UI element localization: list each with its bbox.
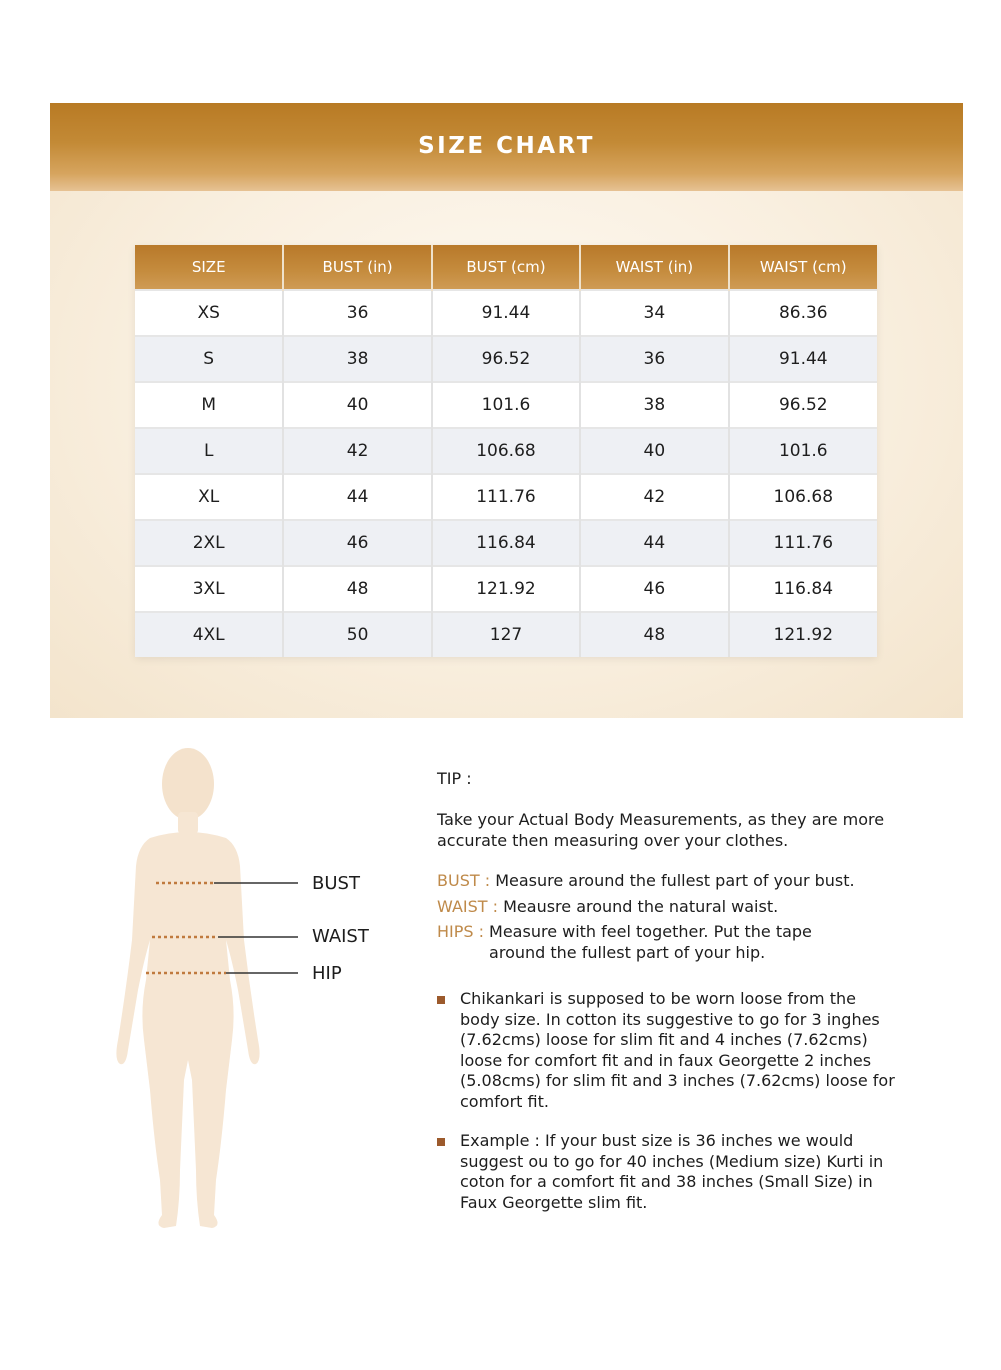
size-table: [135, 245, 877, 657]
tip-heading: TIP :: [437, 769, 472, 788]
cell-bust-cm: 96.52: [432, 336, 580, 382]
cell-waist-cm: 91.44: [729, 336, 877, 382]
bust-label: BUST: [312, 873, 360, 894]
cell-waist-in: 36: [580, 336, 728, 382]
header-waist-in: WAIST (in): [580, 245, 728, 290]
table-row: [135, 566, 877, 612]
woman-silhouette-icon: [116, 748, 259, 1228]
table-row: [135, 290, 877, 336]
cell-waist-cm: 121.92: [729, 612, 877, 657]
body-silhouette-figure: [110, 745, 310, 1240]
bust-tip-text: Measure around the fullest part of your bust.: [495, 871, 855, 890]
cell-waist-in: 44: [580, 520, 728, 566]
cell-bust-in: 38: [283, 336, 431, 382]
cell-bust-cm: 101.6: [432, 382, 580, 428]
cell-waist-cm: 101.6: [729, 428, 877, 474]
cell-bust-in: 46: [283, 520, 431, 566]
cell-bust-cm: 127: [432, 612, 580, 657]
waist-label: WAIST: [312, 926, 369, 947]
cell-bust-cm: 121.92: [432, 566, 580, 612]
cell-waist-cm: 111.76: [729, 520, 877, 566]
table-row: [135, 474, 877, 520]
cell-size: XS: [135, 290, 283, 336]
cell-size: XL: [135, 474, 283, 520]
header-waist-cm: WAIST (cm): [729, 245, 877, 290]
cell-bust-in: 48: [283, 566, 431, 612]
hip-label: HIP: [312, 963, 342, 984]
table-row: [135, 336, 877, 382]
cell-size: 3XL: [135, 566, 283, 612]
cell-size: S: [135, 336, 283, 382]
hips-tip: [437, 922, 907, 963]
waist-tip: [437, 897, 907, 918]
cell-bust-in: 44: [283, 474, 431, 520]
cell-waist-in: 40: [580, 428, 728, 474]
cell-waist-cm: 96.52: [729, 382, 877, 428]
header-size: SIZE: [135, 245, 283, 290]
size-chart-banner: [50, 103, 963, 191]
cell-bust-in: 50: [283, 612, 431, 657]
cell-size: 4XL: [135, 612, 283, 657]
cell-bust-cm: 111.76: [432, 474, 580, 520]
bullet-text-fit: Chikankari is supposed to be worn loose from the body size. In cotton its suggestive to go for 3 inghes (7.62cms) loose for slim fit and 4 inches (7.62cms) loose for comfort fit and in faux Georgette 2 inches (5.08cms) for slim fit and 3 inches (7.62cms) loose for comfort fit.: [460, 989, 895, 1111]
size-chart-title: SIZE CHART: [418, 133, 595, 159]
header-bust-in: BUST (in): [283, 245, 431, 290]
cell-bust-cm: 91.44: [432, 290, 580, 336]
cell-waist-in: 42: [580, 474, 728, 520]
table-row: [135, 612, 877, 657]
hips-tip-key: HIPS :: [437, 922, 485, 941]
cell-waist-cm: 116.84: [729, 566, 877, 612]
table-header-row: [135, 245, 877, 290]
cell-bust-cm: 116.84: [432, 520, 580, 566]
cell-size: L: [135, 428, 283, 474]
size-chart-panel: [50, 103, 963, 718]
cell-waist-in: 46: [580, 566, 728, 612]
bullet-text-example: Example : If your bust size is 36 inches we would suggest ou to go for 40 inches (Medium size) Kurti in coton for a comfort fit and 38 inches (Small Size) in Faux Georgette slim fit.: [460, 1131, 884, 1212]
cell-waist-cm: 86.36: [729, 290, 877, 336]
table-row: [135, 382, 877, 428]
cell-bust-cm: 106.68: [432, 428, 580, 474]
table-row: [135, 428, 877, 474]
cell-size: 2XL: [135, 520, 283, 566]
hips-tip-text: Measure with feel together. Put the tape around the fullest part of your hip.: [489, 922, 812, 962]
waist-tip-text: Meausre around the natural waist.: [503, 897, 779, 916]
bullet-square-icon: [437, 1138, 445, 1146]
cell-waist-in: 34: [580, 290, 728, 336]
cell-waist-cm: 106.68: [729, 474, 877, 520]
bust-tip-key: BUST :: [437, 871, 491, 890]
bullet-square-icon: [437, 996, 445, 1004]
cell-waist-in: 38: [580, 382, 728, 428]
cell-bust-in: 42: [283, 428, 431, 474]
cell-waist-in: 48: [580, 612, 728, 657]
waist-tip-key: WAIST :: [437, 897, 499, 916]
header-bust-cm: BUST (cm): [432, 245, 580, 290]
table-row: [135, 520, 877, 566]
cell-bust-in: 40: [283, 382, 431, 428]
cell-bust-in: 36: [283, 290, 431, 336]
tip-intro: Take your Actual Body Measurements, as they are more accurate then measuring over your clothes.: [437, 810, 885, 850]
bust-tip: [437, 871, 907, 892]
cell-size: M: [135, 382, 283, 428]
